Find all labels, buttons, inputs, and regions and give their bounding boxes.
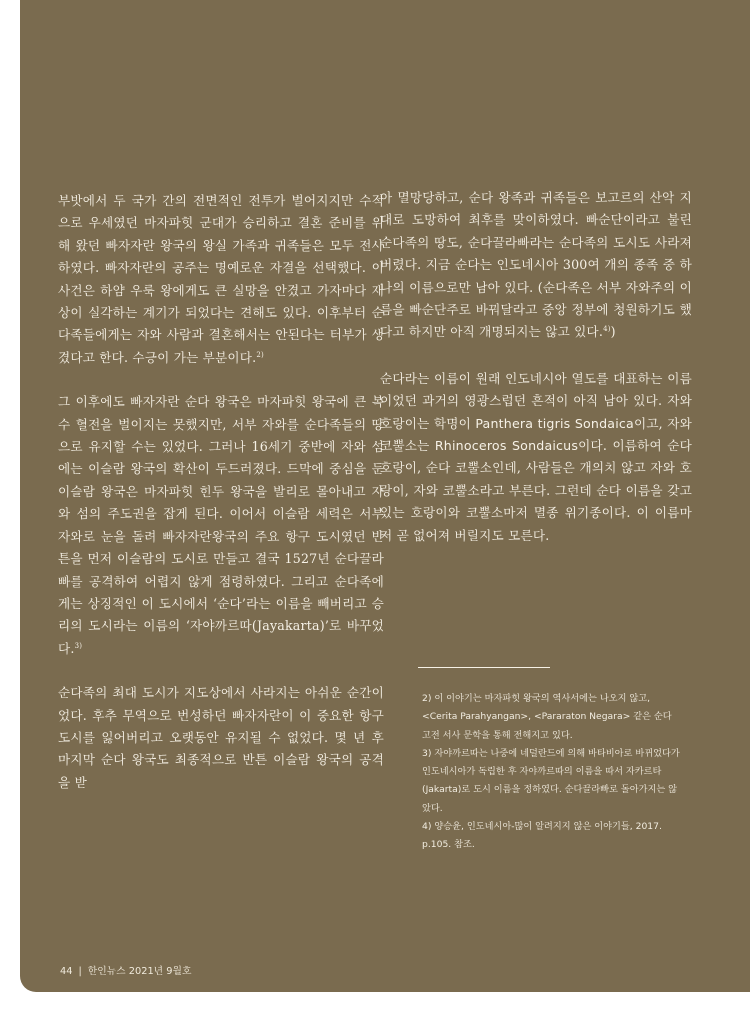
footnote-ref-3: 3) bbox=[74, 641, 83, 650]
footnote-4: 4) 양승윤, 인도네시아-많이 알려지지 않은 이야기들, 2017. p.105. 참조. bbox=[422, 821, 662, 851]
article-page bbox=[20, 0, 750, 992]
left-paragraph-3 bbox=[58, 682, 384, 794]
footer-separator: | bbox=[78, 966, 82, 977]
left-paragraph-2 bbox=[58, 391, 384, 660]
right-paragraph-2 bbox=[380, 368, 692, 547]
right-paragraph-1-text: 아 멸망당하고, 순다 왕족과 귀족들은 보고르의 산악 지대로 도망하여 최후를 맞이하였다. 빠순단이라고 불린 순다족의 땅도, 순다끌라빠라는 순다족의 도시도 사라져 버렸다. 지금 순다는 인도네시아 300여 개의 종족 중 하나의 이름으로만 남아 있다. (순다족은 서부 자와주의 이름을 빠순단주로 바꿔달라고 중앙 정부에 청원하기도 했다고 하지만 아직 개명되지는 않고 있다. bbox=[380, 190, 692, 340]
right-paragraph-1-closing: ) bbox=[610, 324, 616, 340]
right-paragraph-2-part-a: 순다라는 이름이 원래 인도네시아 열도를 대표하는 이름이었던 과거의 영광스럽던 흔적이 아직 남아 있다. 자와 호랑이는 학명이 bbox=[380, 370, 692, 431]
left-paragraph-1-text: 부밧에서 두 국가 간의 전면적인 전투가 벌어지지만 수적으로 우세였던 마자파힛 군대가 승리하고 결혼 준비를 위해 왔던 빠자자란 왕국의 왕실 가족과 귀족들은 모두 전사하였다. 빠자자란의 공주는 명예로운 자결을 선택했다. 이 사건은 하얌 우룩 왕에게도 큰 실망을 안겼고 가자마다 재상이 실각하는 계기가 되었다는 견해도 있다. 이후부터 순다족들에게는 자와 사람과 결혼해서는 안된다는 터부가 생겼다고 한다. 수긍이 가는 부분이다. bbox=[58, 193, 384, 365]
publication-name: 한인뉴스 2021년 9월호 bbox=[87, 966, 192, 977]
page-footer bbox=[60, 963, 191, 977]
footnote-2: 2) 이 이야기는 마자파힛 왕국의 역사서에는 나오지 않고, <Cerita Parahyangan>, <Pararaton Negara> 같은 순다 고전 서사 문학을 통해 전해지고 있다. bbox=[422, 693, 672, 741]
latin-name-rhino: Rhinoceros Sondaicus bbox=[434, 438, 579, 454]
left-paragraph-3-text: 순다족의 최대 도시가 지도상에서 사라지는 아쉬운 순간이었다. 후추 무역으로 번성하던 빠자자란이 이 중요한 항구 도시를 잃어버리고 오랫동안 유지될 수 없었다. 몇 년 후 마지막 순다 왕국도 최종적으로 반튼 이슬람 왕국의 공격을 받 bbox=[58, 685, 384, 790]
latin-name-tiger: Panthera tigris Sondaica bbox=[475, 415, 634, 431]
footnote-3: 3) 자야까르따는 나중에 네덜란드에 의해 바타비아로 바뀌었다가 인도네시아가 독립한 후 자야까르따의 이름을 따서 자카르타(Jakarta)로 도시 이름을 정하였다. 순다끌라빠로 돌아가지는 않았다. bbox=[422, 747, 680, 814]
footnote-ref-2: 2) bbox=[256, 350, 264, 359]
right-paragraph-2-part-c: 이다. 이름하여 순다 호랑이, 순다 코뿔소인데, 사람들은 개의치 않고 자와 호랑이, 자와 코뿔소라고 부른다. 그런데 순다 이름을 갖고 있는 호랑이와 코뿔소마저 멸종 위기종이다. 이 이름마저 곧 없어져 버릴지도 모른다. bbox=[380, 438, 693, 543]
left-paragraph-2-text: 그 이후에도 빠자자란 순다 왕국은 마자파힛 왕국에 큰 복수 혈전을 벌이지는 못했지만, 서부 자와를 순다족들의 땅으로 유지할 수는 있었다. 그러나 16세기 중반에 자와 섬에는 이슬람 왕국의 확산이 두드러졌다. 드막에 중심을 둔 이슬람 왕국은 마자파힛 힌두 왕국을 발리로 몰아내고 자와 섬의 주도권을 잡게 된다. 이어서 이슬람 세력은 서부 자와로 눈을 돌려 빠자자란왕국의 주요 항구 도시였던 반튼을 먼저 이슬람의 도시로 만들고 결국 1527년 순다끌라빠를 공격하여 어렵지 않게 점령하였다. 그리고 순다족에게는 상징적인 이 도시에서 ‘순다’라는 이름을 빼버리고 승리의 도시라는 이름의 ‘자야까르따(Jayakarta)’로 바꾸었다. bbox=[58, 394, 384, 656]
left-column bbox=[58, 190, 384, 816]
footnote-divider bbox=[418, 667, 550, 668]
right-column bbox=[380, 187, 692, 571]
page-number: 44 bbox=[60, 966, 73, 977]
left-paragraph-1 bbox=[58, 190, 384, 369]
right-paragraph-2-part-b: 이고, 자와 코뿔소는 bbox=[380, 415, 692, 454]
right-paragraph-1 bbox=[380, 187, 692, 344]
footnotes bbox=[422, 690, 682, 855]
footnote-ref-4: 4) bbox=[603, 325, 611, 334]
